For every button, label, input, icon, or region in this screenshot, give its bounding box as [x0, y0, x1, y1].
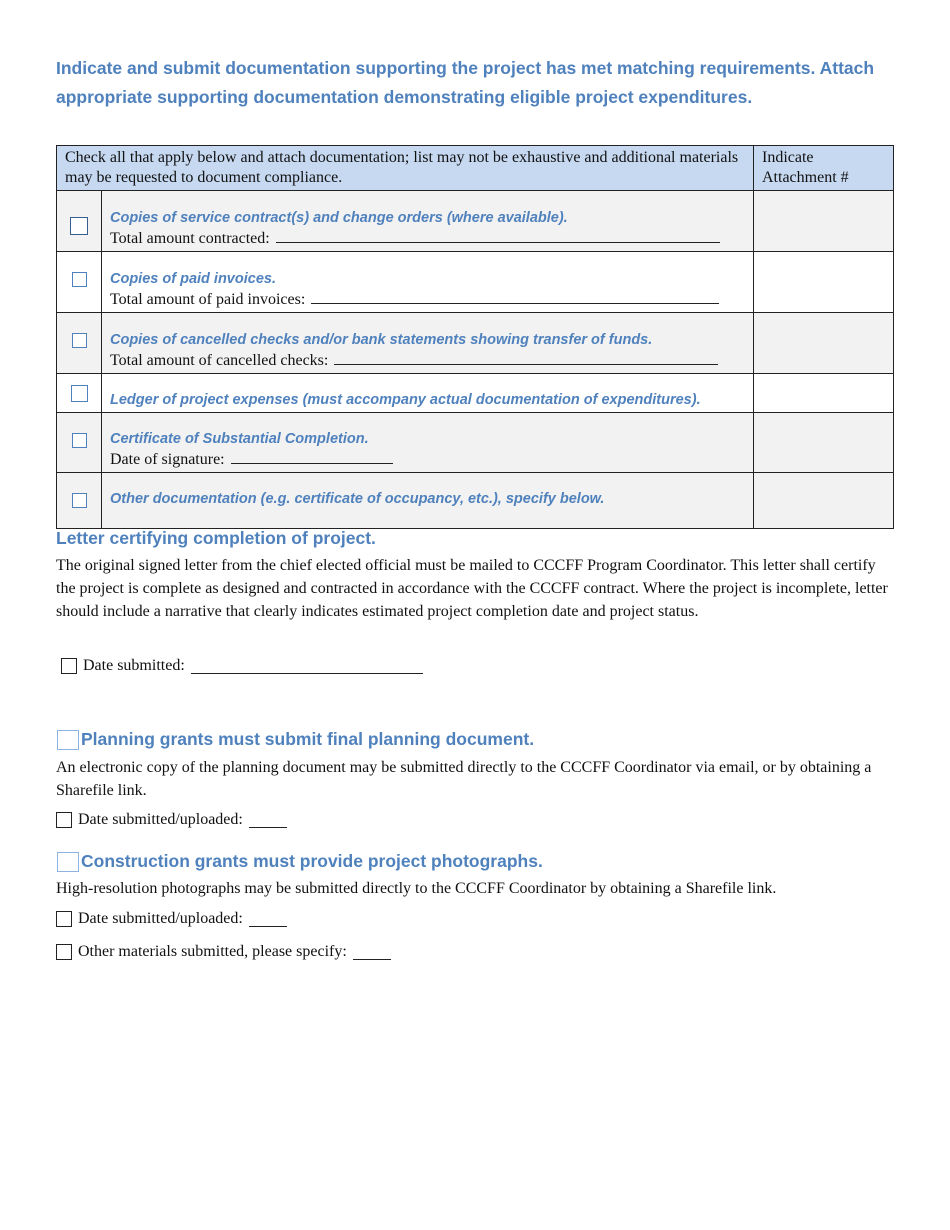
construction-date-field[interactable] — [249, 912, 287, 927]
item-sub: Total amount of cancelled checks: — [110, 352, 329, 369]
amount-contracted-field[interactable] — [276, 228, 720, 243]
checkbox-cancelled-checks[interactable] — [72, 333, 87, 348]
planning-submitted-checkbox[interactable] — [56, 812, 72, 828]
letter-date-row — [61, 657, 423, 675]
item-sub: Date of signature: — [110, 451, 225, 468]
planning-checkbox[interactable] — [57, 730, 79, 750]
construction-date-row — [56, 910, 287, 928]
planning-heading: Planning grants must submit final planning document. — [81, 729, 535, 749]
attachment-number-cell[interactable] — [754, 473, 894, 529]
letter-date-label: Date submitted: — [83, 657, 185, 674]
item-sub: Total amount of paid invoices: — [110, 291, 306, 308]
amount-checks-field[interactable] — [334, 350, 718, 365]
construction-checkbox[interactable] — [57, 852, 79, 872]
item-sub: Total amount contracted: — [110, 230, 270, 247]
table-row — [57, 313, 894, 374]
attachment-number-cell[interactable] — [754, 413, 894, 473]
table-row — [57, 252, 894, 313]
planning-date-row — [56, 811, 287, 829]
attachment-number-cell[interactable] — [754, 252, 894, 313]
table-row — [57, 191, 894, 252]
item-title: Copies of service contract(s) and change orders (where available). — [110, 210, 568, 226]
planning-date-label: Date submitted/uploaded: — [78, 811, 243, 828]
item-title: Copies of cancelled checks and/or bank statements showing transfer of funds. — [110, 332, 653, 348]
item-title: Ledger of project expenses (must accompany actual documentation of expenditures). — [110, 392, 701, 408]
letter-date-field[interactable] — [191, 659, 423, 674]
attachment-number-cell[interactable] — [754, 374, 894, 413]
table-header-instructions: Check all that apply below and attach documentation; list may not be exhaustive and additional materials may be requested to document compliance. — [57, 146, 754, 191]
letter-heading: Letter certifying completion of project. — [56, 528, 376, 548]
planning-date-field[interactable] — [249, 813, 287, 828]
letter-submitted-checkbox[interactable] — [61, 658, 77, 674]
checkbox-completion-certificate[interactable] — [72, 433, 87, 448]
attachment-number-cell[interactable] — [754, 313, 894, 374]
table-row — [57, 374, 894, 413]
checkbox-ledger[interactable] — [71, 385, 88, 402]
checkbox-service-contract[interactable] — [70, 217, 88, 235]
item-title: Copies of paid invoices. — [110, 271, 276, 287]
checkbox-paid-invoices[interactable] — [72, 272, 87, 287]
amount-invoices-field[interactable] — [311, 289, 719, 304]
other-materials-checkbox[interactable] — [56, 944, 72, 960]
construction-heading: Construction grants must provide project photographs. — [81, 851, 543, 871]
other-materials-row — [56, 943, 391, 961]
table-row — [57, 473, 894, 529]
planning-body: An electronic copy of the planning document may be submitted directly to the CCCFF Coordinator via email, or by obtaining a Sharefile link. — [56, 759, 872, 799]
other-materials-field[interactable] — [353, 945, 391, 960]
table-header-attachment: Indicate Attachment # — [754, 146, 894, 191]
construction-date-label: Date submitted/uploaded: — [78, 910, 243, 927]
item-title: Certificate of Substantial Completion. — [110, 431, 369, 447]
letter-body: The original signed letter from the chief elected official must be mailed to CCCFF Program Coordinator. This letter shall certify the project is complete as designed and contracted in accordance with the CCCFF contract. Where the project is incomplete, letter should include a narrative that clearly indicates estimated project completion date and project status. — [56, 557, 888, 620]
item-title: Other documentation (e.g. certificate of occupancy, etc.), specify below. — [110, 491, 605, 507]
intro-instructions: Indicate and submit documentation supporting the project has met matching requirements. Attach appropriate supporting documentation demonstrating eligible project expenditures. — [56, 58, 875, 107]
checkbox-other-documentation[interactable] — [72, 493, 87, 508]
construction-body: High-resolution photographs may be submitted directly to the CCCFF Coordinator by obtaining a Sharefile link. — [56, 880, 777, 897]
construction-heading-row — [57, 851, 543, 872]
other-materials-label: Other materials submitted, please specify: — [78, 943, 347, 960]
documentation-checklist-table — [56, 145, 894, 529]
planning-heading-row — [57, 729, 534, 750]
table-row — [57, 413, 894, 473]
signature-date-field[interactable] — [231, 449, 393, 464]
construction-submitted-checkbox[interactable] — [56, 911, 72, 927]
attachment-number-cell[interactable] — [754, 191, 894, 252]
